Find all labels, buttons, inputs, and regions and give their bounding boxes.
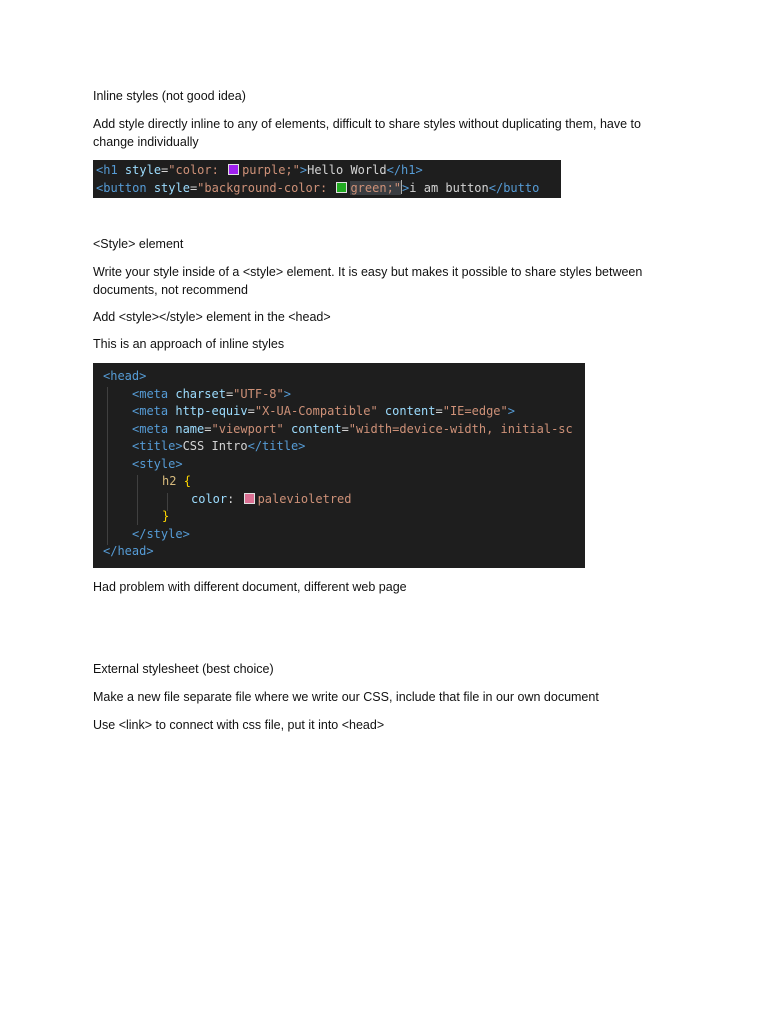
- code-line-meta-viewport: <meta name="viewport" content="width=device-width, initial-sc: [132, 421, 573, 436]
- style-element-problem: Had problem with different document, different web page: [93, 580, 407, 594]
- style-element-paragraph: Write your style inside of a <style> element. It is easy but makes it possible to share styles between documents, not recommend: [93, 265, 643, 297]
- external-stylesheet-paragraph: Make a new file separate file where we write our CSS, include that file in our own document: [93, 690, 599, 704]
- code-line-2: <button style="background-color: green;">i am button</butto: [96, 180, 540, 195]
- code-line-title: <title>CSS Intro</title>: [132, 439, 306, 453]
- code-line-meta-charset: <meta charset="UTF-8">: [132, 386, 291, 401]
- code-line-meta-compat: <meta http-equiv="X-UA-Compatible" content="IE=edge">: [132, 404, 515, 418]
- code-line-declaration: color: palevioletred: [191, 491, 352, 506]
- inline-styles-paragraph: Add style directly inline to any of elements, difficult to share styles without duplicating them, have to change individually: [93, 117, 641, 149]
- palevioletred-swatch-icon: [244, 493, 255, 504]
- style-element-note: This is an approach of inline styles: [93, 337, 285, 351]
- indent-guide: [107, 387, 108, 545]
- external-stylesheet-link-note: Use <link> to connect with css file, put it into <head>: [93, 718, 385, 732]
- style-element-instruction: Add <style></style> element in the <head>: [93, 310, 331, 324]
- external-stylesheet-heading: External stylesheet (best choice): [93, 662, 274, 676]
- code-line-selector: h2 {: [162, 474, 191, 488]
- code-line-head-open: <head>: [103, 369, 147, 383]
- code-line-style-open: <style>: [132, 456, 183, 471]
- green-swatch-icon: [336, 182, 347, 193]
- style-element-heading: <Style> element: [93, 237, 184, 251]
- code-line-head-close: </head>: [103, 544, 154, 558]
- style-code-screenshot: [93, 363, 585, 568]
- purple-swatch-icon: [228, 164, 239, 175]
- inline-styles-heading: Inline styles (not good idea): [93, 89, 246, 103]
- code-line-brace-close: }: [162, 509, 170, 523]
- indent-guide: [137, 475, 138, 525]
- inline-code-screenshot: [93, 160, 561, 198]
- code-line-1: <h1 style="color: purple;">Hello World</h1>: [96, 163, 423, 177]
- code-line-style-close: </style>: [132, 526, 190, 541]
